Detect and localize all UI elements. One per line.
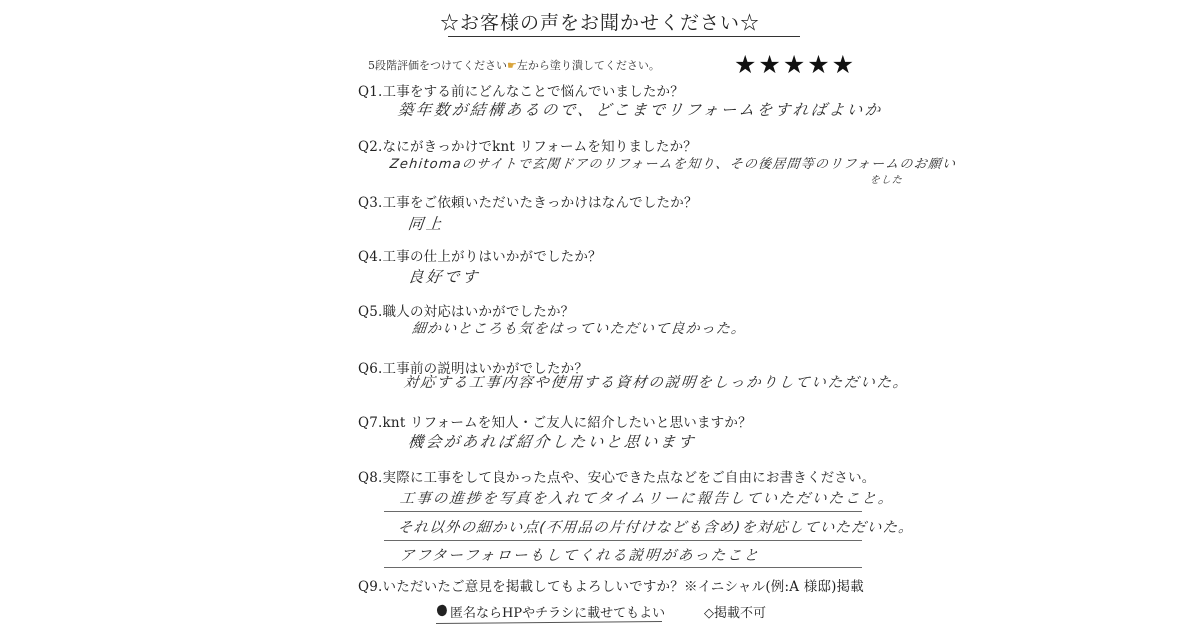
rating-instruction-text-2: 左から塗り潰してください。 bbox=[516, 59, 660, 72]
question-2: Q2.なにがきっかけでknt リフォームを知りましたか？ bbox=[358, 139, 697, 155]
answer-8-rule-1 bbox=[384, 511, 862, 512]
answer-8-rule-2 bbox=[384, 540, 862, 541]
question-4: Q4.工事の仕上がりはいかがでしたか？ bbox=[358, 249, 602, 265]
survey-title: ☆お客様の声をお聞かせください☆ bbox=[439, 12, 760, 34]
answer-4-line-1: 良好です bbox=[406, 268, 481, 286]
filled-option-mark-icon bbox=[435, 604, 448, 618]
answer-7-line-1: 機会があれば紹介したいと思います bbox=[406, 433, 697, 451]
answer-8-line-2: それ以外の細かい点(不用品の片付けなども含め)を対応していただいた。 bbox=[397, 520, 915, 536]
question-8: Q8.実際に工事をして良かった点や、安心できた点などをご自由にお書きください。 bbox=[358, 470, 876, 486]
answer-5-line-1: 細かいところも気をはっていただいて良かった。 bbox=[411, 321, 748, 337]
answer-8-line-1: 工事の進捗を写真を入れてタイムリーに報告していただいたこと。 bbox=[399, 491, 896, 507]
answer-3-line-1: 同上 bbox=[406, 215, 445, 233]
publish-option-selected: 匿名ならHPやチラシに載せてもよい bbox=[450, 606, 666, 621]
question-1: Q1.工事をする前にどんなことで悩んでいましたか？ bbox=[358, 84, 684, 100]
question-3: Q3.工事をご依頼いただいたきっかけはなんでしたか？ bbox=[358, 195, 698, 211]
title-underline bbox=[448, 36, 800, 37]
publish-option-unselected: ◇掲載不可 bbox=[704, 606, 766, 621]
question-9: Q9.いただいたご意見を掲載してもよろしいですか？※イニシャル(例:A 様邸)掲載 bbox=[358, 579, 864, 595]
question-5: Q5.職人の対応はいかがでしたか？ bbox=[358, 304, 575, 320]
answer-2-line-2: をした bbox=[869, 175, 904, 186]
rating-instruction-text: 5段階評価をつけてください bbox=[368, 59, 507, 72]
rating-instruction bbox=[368, 57, 660, 73]
answer-2-line-1: Zehitomaのサイトで玄関ドアのリフォームを知り、その後居間等のリフォームのお願い bbox=[389, 157, 958, 172]
question-7: Q7.knt リフォームを知人・ご友人に紹介したいと思いますか？ bbox=[358, 415, 752, 431]
answer-6-line-1: 対応する工事内容や使用する資材の説明をしっかりしていただいた。 bbox=[403, 375, 910, 391]
pointing-hand-icon: ☛ bbox=[507, 59, 517, 72]
question-6: Q6.工事前の説明はいかがでしたか？ bbox=[358, 361, 589, 377]
selected-option-underline bbox=[436, 621, 662, 624]
rating-stars: ★★★★★ bbox=[734, 50, 857, 79]
answer-8-rule-3 bbox=[384, 567, 862, 568]
answer-8-line-3: アフターフォローもしてくれる説明があったこと bbox=[399, 548, 762, 564]
answer-1-line-1: 築年数が結構あるので、どこまでリフォームをすればよいか bbox=[396, 101, 884, 119]
